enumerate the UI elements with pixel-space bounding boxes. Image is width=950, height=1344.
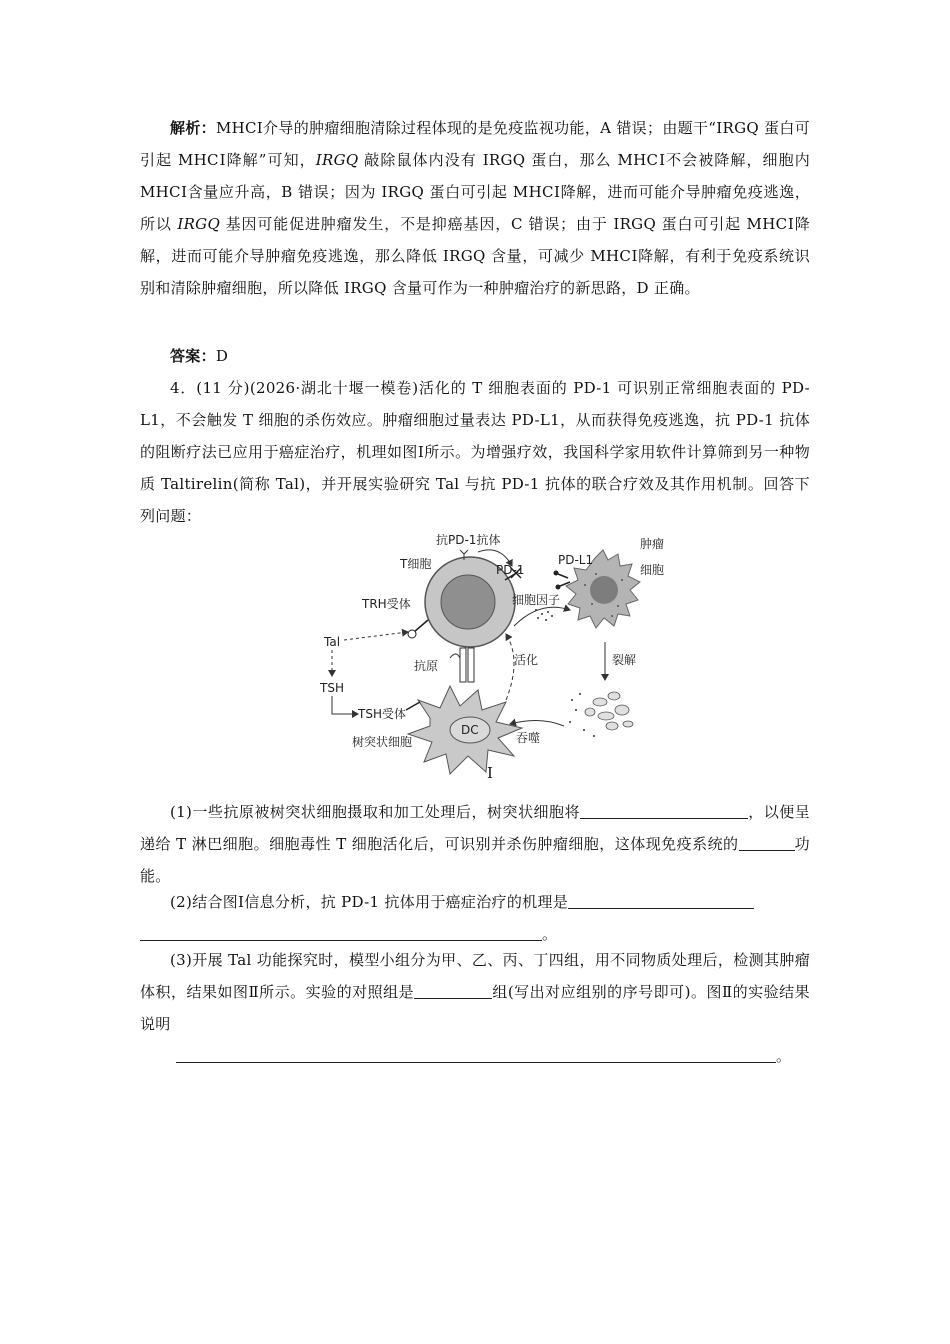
label-dc: DC [461,723,479,737]
analysis-text-2: 敲除鼠体内没有 IRGQ 蛋白，那么 MHCⅠ不会被降解，细胞内 MHCⅠ含量应升高，B 错误；因为 IRGQ 蛋白可引起 MHCⅠ降解，进而可能介导肿瘤免疫逃逸，所以 [140,151,810,233]
t-cell-nucleus [441,575,495,629]
gene-name-2: IRGQ [177,215,221,233]
label-tal: Tal [324,635,341,649]
trh-receptor-stalk [414,620,428,632]
label-antigen: 抗原 [414,659,439,673]
sub-question-3-answer-line [176,1040,796,1072]
cytokine-dots [535,609,553,621]
pdl1-stalk [558,574,568,578]
sub2-end: 。 [542,925,558,943]
label-lysis: 裂解 [612,653,637,667]
label-cytokine: 细胞因子 [512,593,561,607]
answer-label: 答案： [170,347,216,365]
analysis-text-3: 基因可能促进肿瘤发生，不是抑癌基因，C 错误；由于 IRGQ 蛋白可引起 MHCⅠ降解，进而可能介导肿瘤免疫逃逸，那么降低 IRGQ 含量，可减少 MHCⅠ降解，有利于免疫系统识别和清除肿瘤细胞，所以降低 IRGQ 含量可作为一种肿瘤治疗的新思路，D 正确。 [140,215,811,297]
figure-caption: Ⅰ [487,764,493,782]
answer-blank-6[interactable] [176,1046,776,1063]
label-trh-receptor: TRH受体 [362,597,411,611]
sub1-text-c: 功能。 [140,835,810,885]
answer-blank-5[interactable] [414,982,492,999]
tumor-cell-nucleus [590,576,618,604]
sub2-text-a: (2)结合图Ⅰ信息分析，抗 PD-1 抗体用于癌症治疗的机理是 [170,893,569,911]
label-t-cell: T细胞 [400,557,432,571]
antigen-icon [450,654,460,680]
label-pdl1: PD-L1 [558,553,594,567]
tcr-right [468,648,474,682]
pdl1-head-1 [554,571,559,576]
label-pd1: PD-1 [496,563,525,577]
analysis-paragraph [140,112,810,304]
answer-blank-4[interactable] [140,924,542,941]
sub-question-3 [140,944,810,1040]
analysis-text-1: MHCⅠ介导的肿瘤细胞清除过程体现的是免疫监视功能，A 错误；由题干“IRGQ 蛋白可引起 MHCⅠ降解”可知， [140,119,810,169]
analysis-label: 解析： [170,119,216,137]
answer-value: D [215,347,229,365]
sub-question-1 [140,796,810,892]
sub3-text-b: 组(写出对应组别的序号即可)。图Ⅱ的实验结果说明 [140,983,810,1033]
tal-to-trh-arrow [344,632,408,640]
sub1-text-b: ，以便呈递给 T 淋巴细胞。细胞毒性 T 细胞活化后，可识别并杀伤肿瘤细胞，这体现免疫系统的 [140,803,811,853]
tumor-fragments [585,692,633,730]
activation-arrow [506,634,514,700]
answer-blank-3[interactable] [568,892,754,909]
label-dendritic-cell: 树突状细胞 [352,735,413,749]
label-anti-pd1: 抗PD-1抗体 [436,533,501,547]
sub3-text-a: (3)开展 Tal 功能探究时，模型小组分为甲、乙、丙、丁四组，用不同物质处理后，检测其肿瘤体积，结果如图Ⅱ所示。实验的对照组是 [140,951,810,1001]
sub-question-2 [140,886,810,950]
sub1-text-a: (1)一些抗原被树突状细胞摄取和加工处理后，树突状细胞将 [170,803,580,821]
tsh-receptor-stalk [406,702,420,710]
gene-name-1: IRGQ [315,151,359,169]
mechanism-figure [300,530,700,790]
phagocytosis-arrow [510,720,564,726]
label-phagocytose: 吞噬 [516,731,541,745]
answer-blank-2[interactable] [739,834,795,851]
label-tsh: TSH [320,681,344,695]
label-tumor: 肿瘤 [640,537,665,551]
answer-blank-1[interactable] [580,802,748,819]
tsh-to-receptor-arrow [332,696,358,714]
label-tumor-cell: 细胞 [640,563,665,577]
answer-line [140,340,810,372]
label-activate: 活化 [514,653,539,667]
pdl1-head-2 [556,585,561,590]
sub3-end: 。 [776,1047,792,1065]
trh-receptor-icon [408,630,416,638]
question-4-stem: 4．(11 分)(2026·湖北十堰一模卷)活化的 T 细胞表面的 PD-1 可识别正常细胞表面的 PD-L1，不会触发 T 细胞的杀伤效应。肿瘤细胞过量表达 PD-L1，从而获得免疫逃逸，抗 PD-1 抗体的阻断疗法已应用于癌症治疗，机理如图Ⅰ所示。为增强疗效，我国科学家用软件计算筛到另一种物质 Taltirelin(简称 Tal)，并开展实验研究 Tal 与抗 PD-1 抗体的联合疗效及其作用机制。回答下列问题： [140,379,810,525]
tcr-left [460,648,466,682]
label-tsh-receptor: TSH受体 [358,707,406,721]
cytokine-arrow [514,607,570,626]
